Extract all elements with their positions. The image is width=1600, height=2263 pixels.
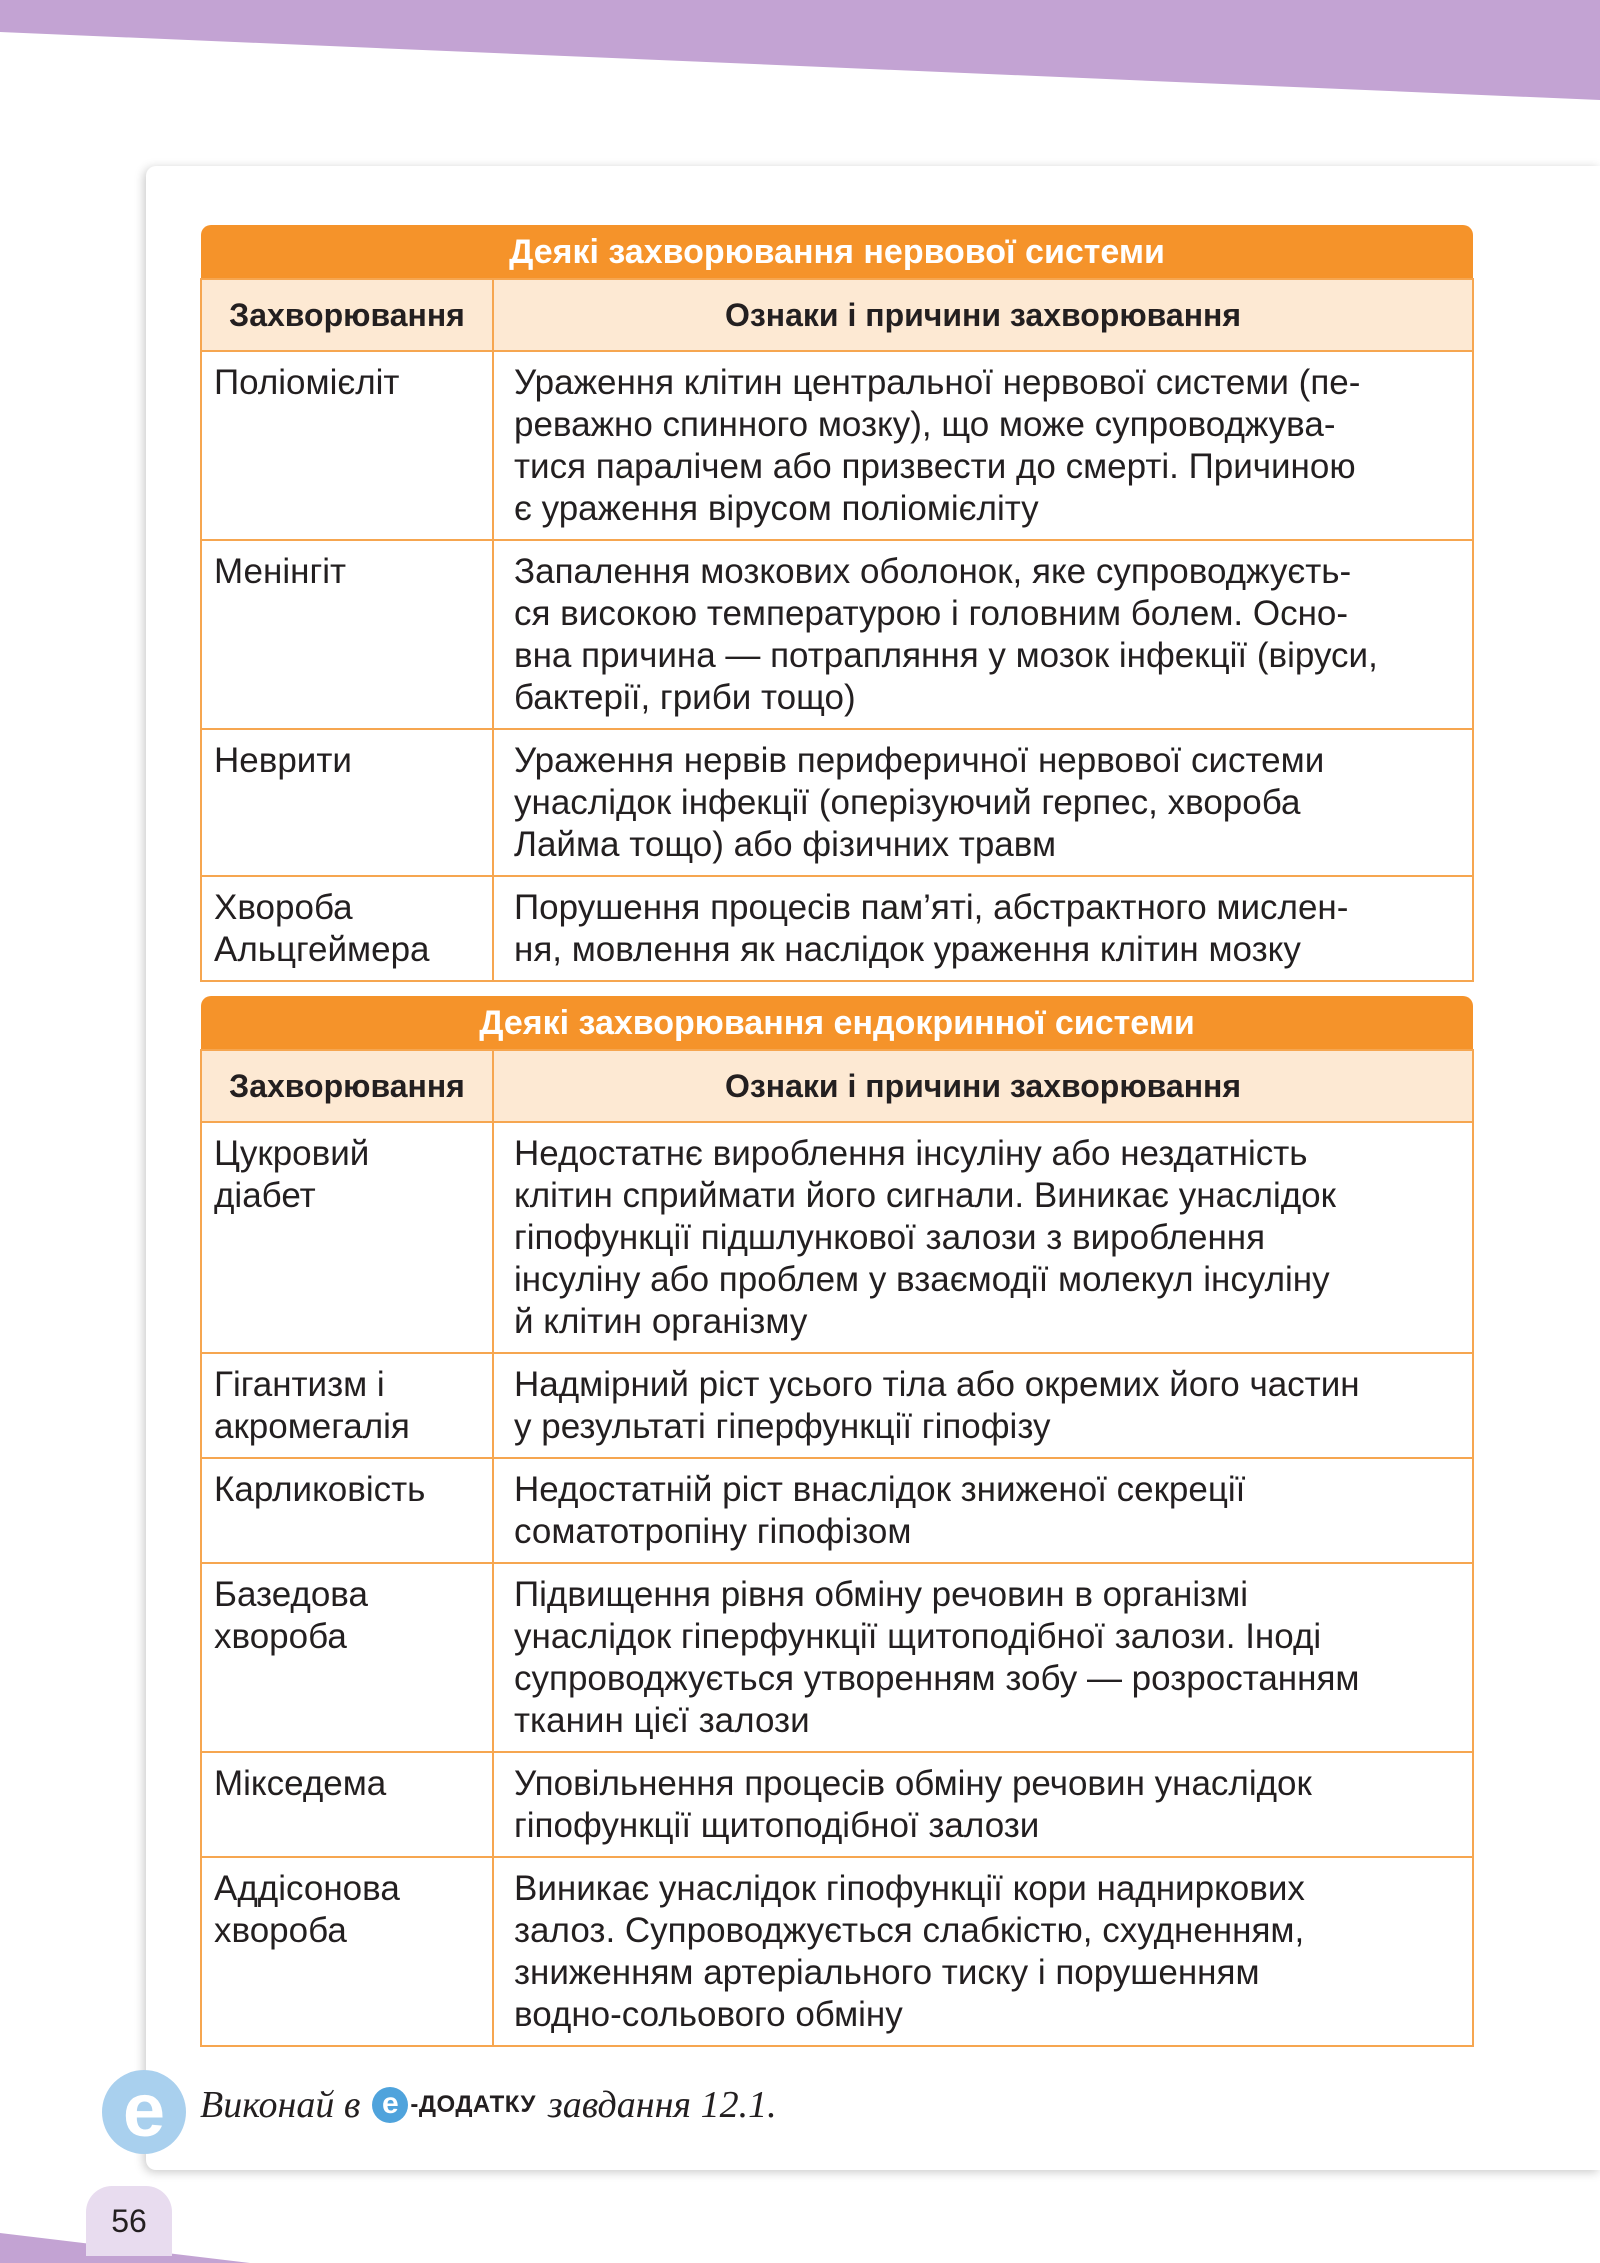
disease-name-cell [201, 1458, 493, 1563]
description-line: Запалення мозкових оболонок, яке супроводжуєть- [514, 552, 1352, 591]
page-number: 56 [86, 2186, 172, 2256]
disease-name-line: Карликовість [214, 1470, 426, 1509]
disease-description-cell [493, 1563, 1473, 1752]
description-line: інсуліну або проблем у взаємодії молекул інсуліну [514, 1260, 1330, 1299]
description-line: гіпофункції підшлункової залози з вироблення [514, 1218, 1266, 1257]
description-line: Підвищення рівня обміну речовин в організмі [514, 1575, 1249, 1614]
column-header-disease: Захворювання [201, 1050, 493, 1122]
disease-name-line: Хвороба [214, 888, 353, 927]
disease-name-line: Поліомієліт [214, 363, 400, 402]
table-row [201, 351, 1473, 540]
disease-name-line: Аддісонова [214, 1869, 400, 1908]
disease-description-cell [493, 351, 1473, 540]
disease-name-cell [201, 540, 493, 729]
disease-name-cell [201, 351, 493, 540]
table-row [201, 1458, 1473, 1563]
description-line: соматотропіну гіпофізом [514, 1512, 912, 1551]
disease-name-cell [201, 729, 493, 876]
top-decor-band [0, 0, 1600, 100]
disease-description-cell [493, 876, 1473, 981]
table-title: Деякі захворювання ендокринної системи [201, 996, 1473, 1050]
task-instruction [200, 2083, 777, 2127]
description-line: ня, мовлення як наслідок ураження клітин мозку [514, 930, 1301, 969]
table-row [201, 1122, 1473, 1353]
disease-name-line: Гігантизм і [214, 1365, 385, 1404]
column-header-symptoms: Ознаки і причини захворювання [493, 1050, 1473, 1122]
disease-name-line: Цукровий [214, 1134, 370, 1173]
description-line: водно-сольового обміну [514, 1995, 903, 2034]
table-row [201, 1563, 1473, 1752]
disease-description-cell [493, 540, 1473, 729]
description-line: й клітин організму [514, 1302, 808, 1341]
table-row [201, 1353, 1473, 1458]
description-line: тися паралічем або призвести до смерті. Причиною [514, 447, 1356, 486]
description-line: зниженням артеріального тиску і порушенням [514, 1953, 1260, 1992]
table-row [201, 1752, 1473, 1857]
table-row [201, 1857, 1473, 2046]
disease-description-cell [493, 1752, 1473, 1857]
nervous-system-diseases-table [200, 225, 1474, 982]
description-line: супроводжується утворенням зобу — розростанням [514, 1659, 1360, 1698]
column-header-disease: Захворювання [201, 279, 493, 351]
table-row [201, 729, 1473, 876]
disease-name-line: Альцгеймера [214, 930, 430, 969]
description-line: є ураження вірусом поліомієліту [514, 489, 1039, 528]
description-line: Недостатній ріст внаслідок зниженої секреції [514, 1470, 1246, 1509]
description-line: у результаті гіперфункції гіпофізу [514, 1407, 1051, 1446]
disease-name-line: Базедова [214, 1575, 368, 1614]
table-title: Деякі захворювання нервової системи [201, 225, 1473, 279]
disease-name-cell [201, 1353, 493, 1458]
description-line: Лайма тощо) або фізичних травм [514, 825, 1057, 864]
description-line: Надмірний ріст усього тіла або окремих його частин [514, 1365, 1360, 1404]
disease-name-line: Менінгіт [214, 552, 347, 591]
description-line: Виникає унаслідок гіпофункції кори надниркових [514, 1869, 1305, 1908]
task-prefix: Виконай в [200, 2084, 361, 2126]
disease-name-cell [201, 1563, 493, 1752]
description-line: реважно спинного мозку), що може супроводжува- [514, 405, 1336, 444]
bottom-decor-band [0, 2223, 1600, 2263]
disease-description-cell [493, 729, 1473, 876]
disease-name-cell [201, 1752, 493, 1857]
disease-name-line: хвороба [214, 1911, 347, 1950]
description-line: вна причина — потрапляння у мозок інфекції (віруси, [514, 636, 1378, 675]
description-line: бактерії, гриби тощо) [514, 678, 856, 717]
table-row [201, 876, 1473, 981]
disease-name-line: хвороба [214, 1617, 347, 1656]
disease-name-cell [201, 1857, 493, 2046]
disease-name-cell [201, 1122, 493, 1353]
disease-name-line: Мікседема [214, 1764, 387, 1803]
description-line: Ураження нервів периферичної нервової системи [514, 741, 1325, 780]
e-supplement-icon[interactable] [100, 2068, 188, 2156]
e-supplement-letter: e [122, 2068, 166, 2153]
disease-name-cell [201, 876, 493, 981]
description-line: унаслідок інфекції (оперізуючий герпес, хвороба [514, 783, 1301, 822]
disease-description-cell [493, 1122, 1473, 1353]
description-line: гіпофункції щитоподібної залози [514, 1806, 1040, 1845]
description-line: Недостатнє вироблення інсуліну або нездатність [514, 1134, 1308, 1173]
endocrine-system-diseases-table [200, 996, 1474, 2047]
description-line: залоз. Супроводжується слабкістю, схудненням, [514, 1911, 1305, 1950]
description-line: ся високою температурою і головним болем. Осно- [514, 594, 1349, 633]
description-line: Уповільнення процесів обміну речовин унаслідок [514, 1764, 1312, 1803]
description-line: Порушення процесів пам’яті, абстрактного мислен- [514, 888, 1349, 927]
disease-name-line: акромегалія [214, 1407, 410, 1446]
table-row [201, 540, 1473, 729]
description-line: клітин сприймати його сигнали. Виникає унаслідок [514, 1176, 1336, 1215]
column-header-symptoms: Ознаки і причини захворювання [493, 279, 1473, 351]
e-supplement-link[interactable]: -ДОДАТКУ [410, 2091, 536, 2118]
disease-description-cell [493, 1458, 1473, 1563]
description-line: Ураження клітин центральної нервової системи (пе- [514, 363, 1361, 402]
task-suffix: завдання 12.1. [547, 2084, 777, 2126]
e-badge-icon: e [372, 2087, 408, 2123]
disease-name-line: діабет [214, 1176, 316, 1215]
description-line: унаслідок гіперфункції щитоподібної залози. Іноді [514, 1617, 1322, 1656]
disease-name-line: Неврити [214, 741, 352, 780]
description-line: тканин цієї залози [514, 1701, 810, 1740]
disease-description-cell [493, 1353, 1473, 1458]
disease-description-cell [493, 1857, 1473, 2046]
